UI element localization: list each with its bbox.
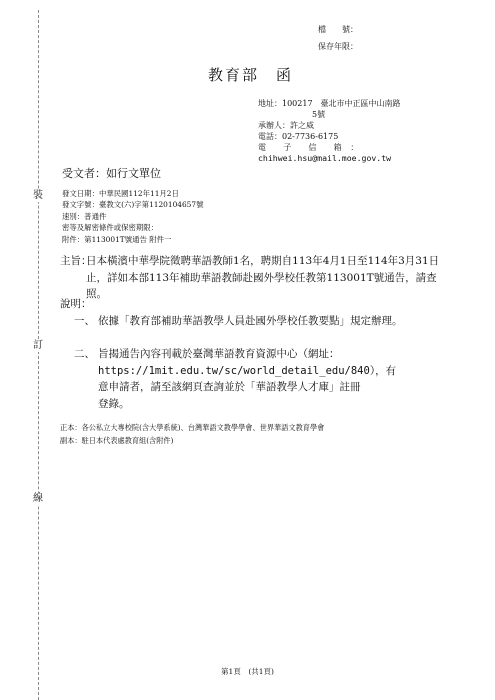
document-title: 教育部 函	[208, 66, 294, 84]
address-block	[258, 98, 401, 164]
contact-email-label: 電 子 信 箱 ：	[258, 143, 359, 152]
document-meta	[62, 188, 203, 245]
distribution-main: 正本：各公私立大專校院(含大學系統)、台灣華語文教學學會、世界華語文教育學會	[60, 423, 325, 432]
binding-margin-line	[38, 10, 39, 700]
distribution-copy: 副本：駐日本代表處教育組(含附件)	[60, 436, 174, 445]
contact-email[interactable]: chihwei.hsu@mail.moe.gov.tw	[258, 153, 392, 163]
resource-center-url[interactable]: https://1mit.edu.tw/sc/world_detail_edu/840	[98, 364, 370, 377]
binding-char-ding: 訂	[33, 340, 43, 351]
subject-text: 日本橫濱中華學院徵聘華語教師1名，聘期自113年4月1日至114年3月31日止，詳如本部113年補助華語教師赴國外學校任教第113001T號通告，請查照。	[86, 255, 440, 300]
page-footer: 第1頁 (共1頁)	[221, 667, 274, 676]
description-item-2-line4: 登錄。	[98, 397, 130, 410]
office-address-continued: 5號	[312, 110, 326, 119]
description-item-2-line3: 意申請者，請至該網頁查詢並於「華語教學人才庫」註冊	[98, 381, 361, 393]
description-item-2-line2-tail: ），有	[369, 364, 397, 377]
issue-date: 發文日期：中華民國112年11月2日	[62, 189, 179, 198]
delivery-speed: 速別：普通件	[62, 211, 107, 221]
description-item-2-line1: 旨揭通告內容刊載於臺灣華語教育資源中心（網址：	[98, 348, 340, 360]
description-item-number-2: 二、	[74, 348, 95, 360]
description-item-2-line2	[98, 363, 428, 380]
description-item-2	[98, 346, 428, 412]
file-number-label: 檔 號：	[318, 25, 358, 34]
binding-char-xian: 線	[33, 493, 43, 504]
recipient-line: 受文者：如行文單位	[62, 167, 161, 180]
document-number: 發文字號：臺教文(六)字第1120104657號	[62, 200, 204, 210]
attachment-line[interactable]: 附件：第113001T號通告 附件一	[62, 234, 172, 244]
subject-label: 主旨：	[60, 255, 92, 267]
retention-period-label: 保存年限：	[318, 42, 358, 51]
secrecy-level: 密等及解密條件或保密期限：	[62, 223, 159, 233]
description-label: 說明：	[60, 298, 92, 310]
office-address: 地址：100217 臺北市中正區中山南路	[258, 99, 401, 108]
binding-char-zhuang: 裝	[33, 190, 43, 201]
description-item-1: 依據「教育部補助華語教學人員赴國外學校任教要點」規定辦理。	[98, 315, 403, 327]
contact-person: 承辦人：許之威	[258, 121, 314, 130]
contact-phone: 電話：02-7736-6175	[258, 132, 339, 141]
description-item-number-1: 一、	[74, 315, 95, 327]
